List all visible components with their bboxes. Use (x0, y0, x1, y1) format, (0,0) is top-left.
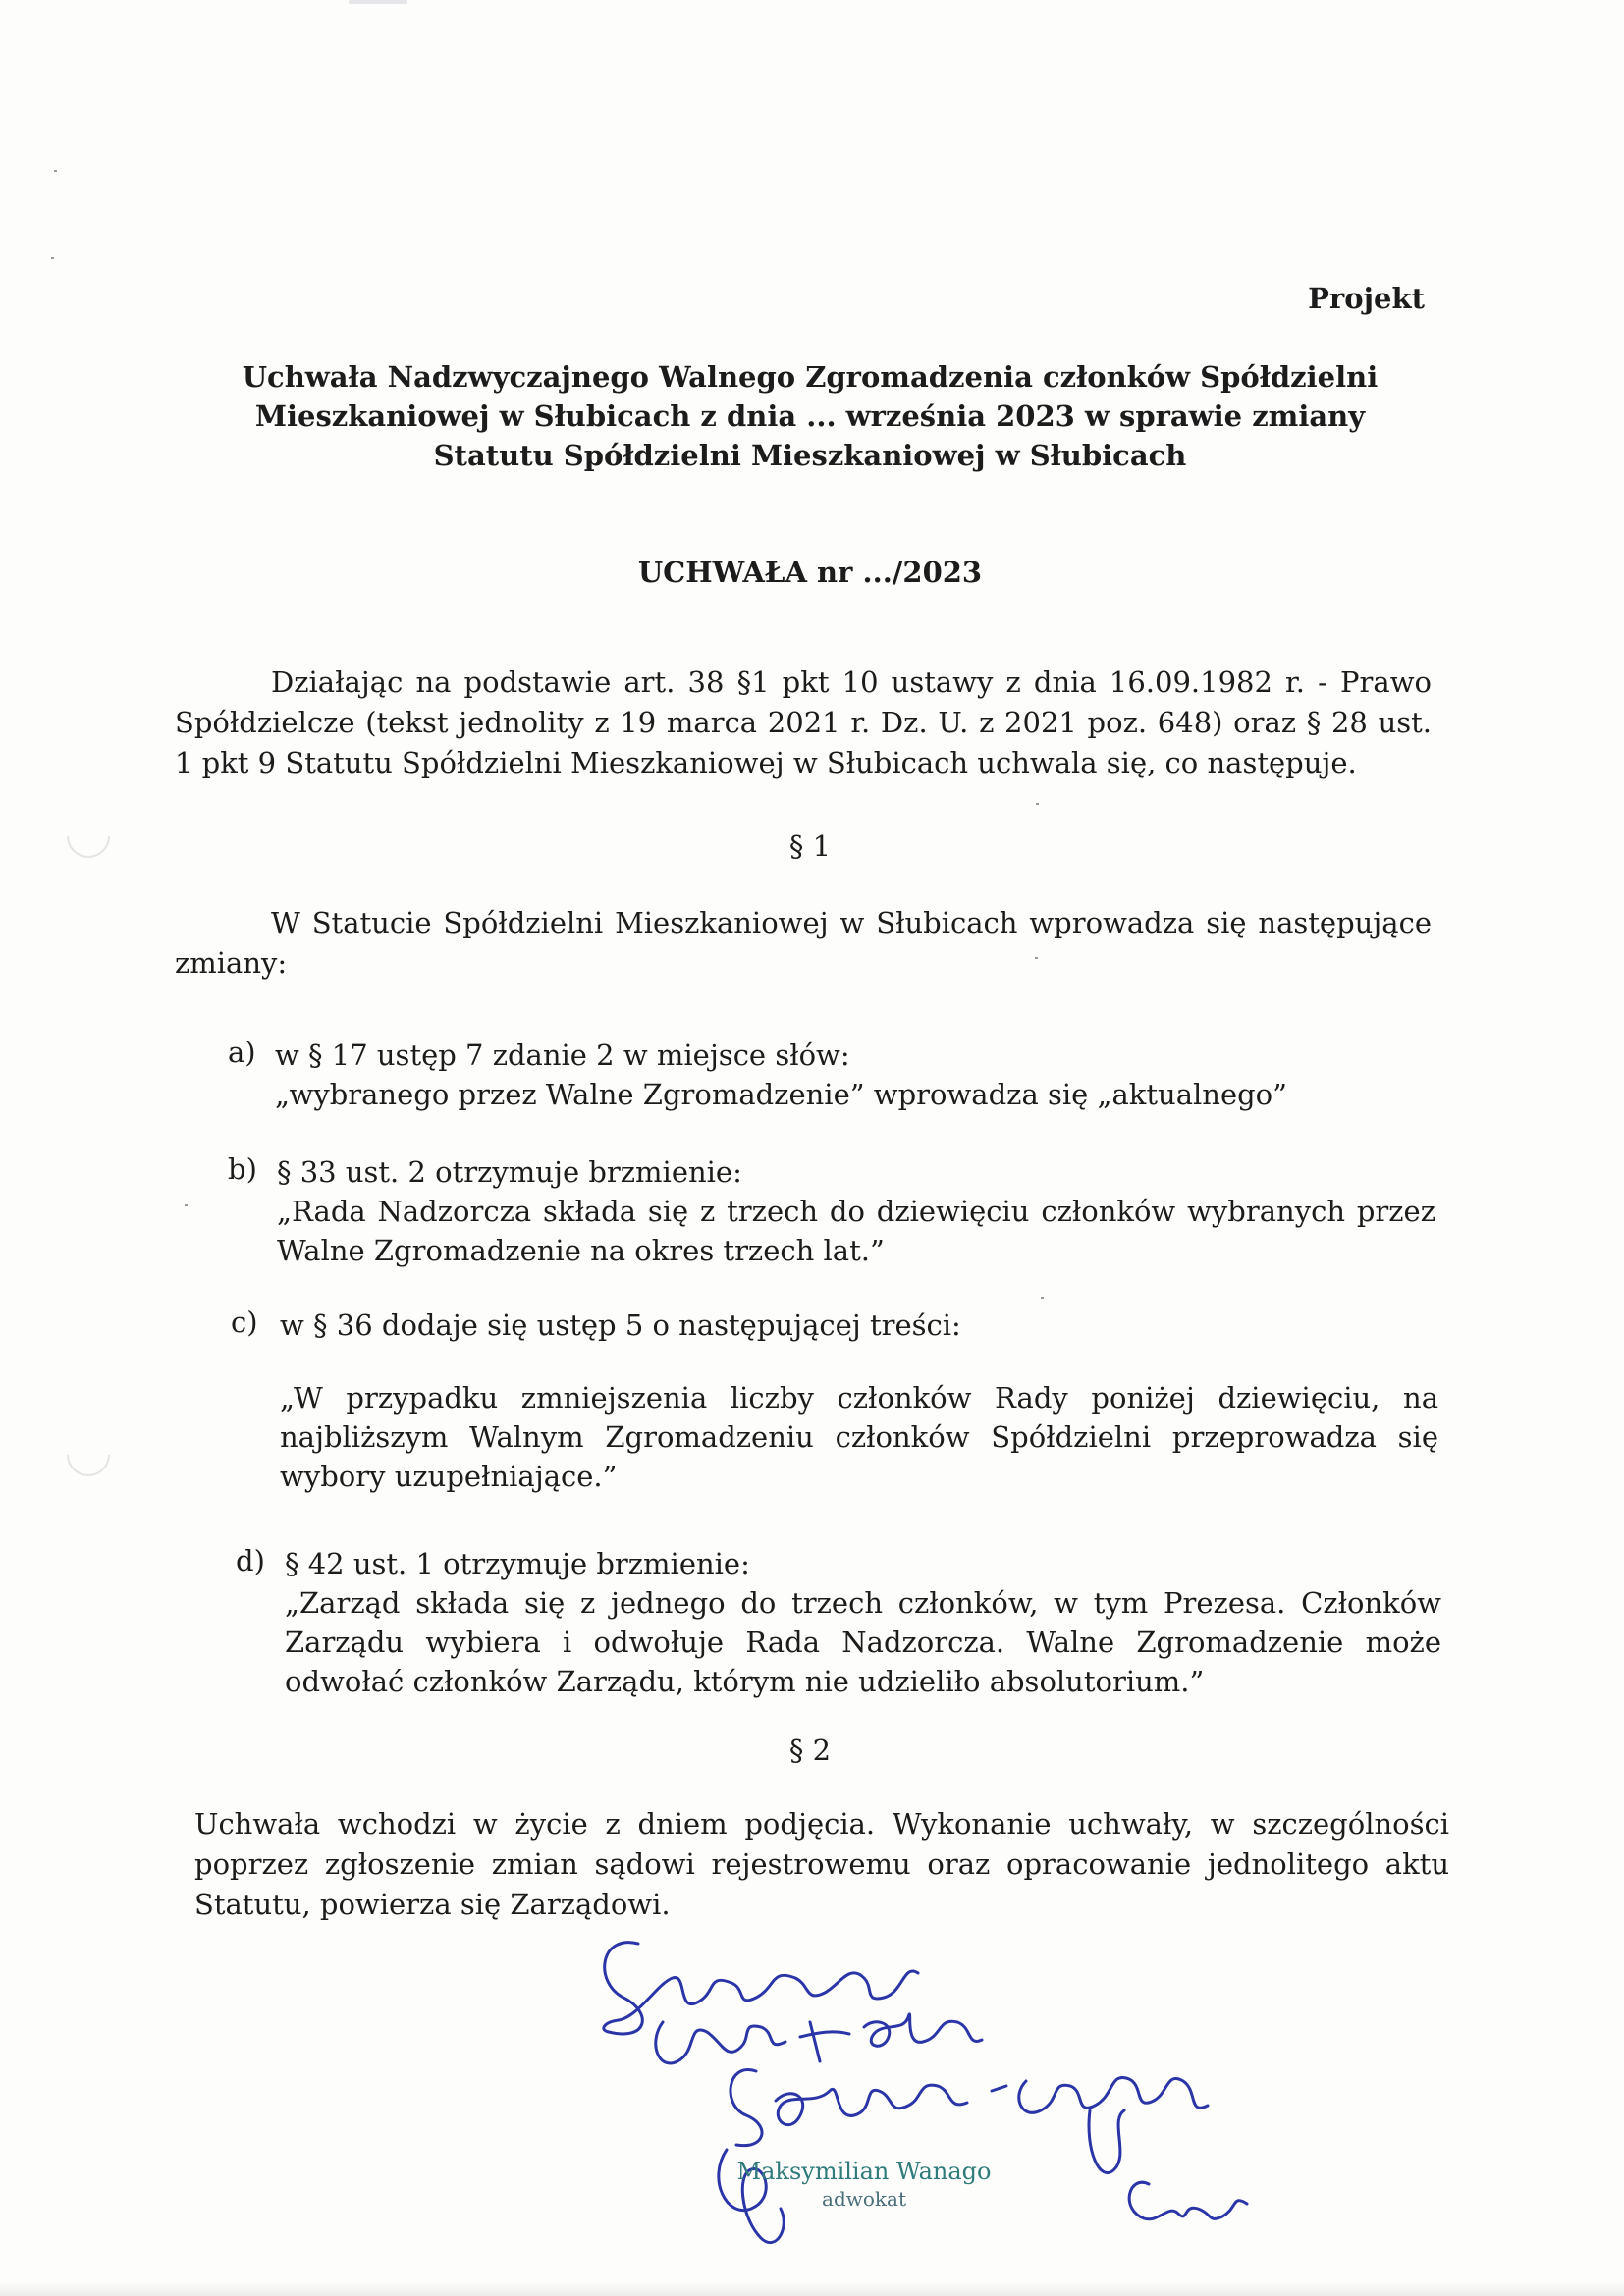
item-c-quote: „W przypadku zmniejszenia liczby członków Rady poniżej dziewięciu, na najbliższym Walnym Zgromadzeniu członków Spółdzielni przeprowadza się wybory uzupełniające.” (280, 1381, 1438, 1493)
item-letter: c) (231, 1306, 258, 1339)
item-a-text (275, 1036, 1434, 1114)
item-d-quote: „Zarząd składa się z jednego do trzech członków, w tym Prezesa. Członków Zarządu wybiera i odwołuje Rada Nadzorcza. Walne Zgromadzenie może odwołać członków Zarządu, którym nie udzieliło absolutorium.” (285, 1586, 1441, 1698)
item-d-text (285, 1544, 1441, 1701)
title-line: Uchwała Nadzwyczajnego Walnego Zgromadzenia członków Spółdzielni (242, 360, 1379, 394)
scan-bottom-edge (0, 2282, 1624, 2296)
scan-artifact (349, 0, 407, 4)
title-line: Statutu Spółdzielni Mieszkaniowej w Słubicach (433, 439, 1187, 472)
item-letter: b) (228, 1152, 257, 1186)
scan-speck (1036, 803, 1039, 805)
item-d-line1: § 42 ust. 1 otrzymuje brzmienie: (285, 1547, 750, 1580)
scan-speck (54, 170, 57, 172)
punch-hole (58, 1424, 119, 1485)
item-letter: a) (228, 1036, 256, 1069)
item-b-quote: „Rada Nadzorcza składa się z trzech do dziewięciu członków wybranych przez Walne Zgromadzenie na okres trzech lat.” (277, 1195, 1435, 1267)
scan-speck (51, 257, 54, 259)
punch-hole (58, 806, 119, 867)
document-title (196, 357, 1424, 475)
item-a-line1: w § 17 ustęp 7 zdanie 2 w miejsce słów: (275, 1039, 850, 1072)
section-1-intro: W Statucie Spółdzielni Mieszkaniowej w Słubicach wprowadza się następujące zmiany: (175, 906, 1432, 980)
item-b-text (277, 1152, 1435, 1270)
item-letter: d) (236, 1544, 265, 1577)
resolution-number: UCHWAŁA nr .../2023 (637, 556, 983, 589)
stamp-role: adwokat (822, 2187, 906, 2211)
section-1-heading: § 1 (788, 829, 832, 863)
section-2-heading: § 2 (788, 1734, 832, 1767)
scan-speck (1041, 1297, 1044, 1299)
item-a-line2: „wybranego przez Walne Zgromadzenie” wprowadza się „aktualnego” (275, 1078, 1287, 1111)
item-c-line1: w § 36 dodaje się ustęp 5 o następującej treści: (280, 1308, 961, 1342)
item-b-line1: § 33 ust. 2 otrzymuje brzmienie: (277, 1155, 742, 1189)
draft-label: Projekt (1308, 282, 1425, 315)
lawyer-stamp (736, 2158, 992, 2213)
title-line: Mieszkaniowej w Słubicach z dnia ... września 2023 w sprawie zmiany (254, 400, 1366, 433)
preamble-paragraph: Działając na podstawie art. 38 §1 pkt 10 ustawy z dnia 16.09.1982 r. - Prawo Spółdzielcze (tekst jednolity z 19 marca 2021 r. Dz. U. z 2021 poz. 648) oraz § 28 ust. 1 pkt 9 Statutu Spółdzielni Mieszkaniowej w Słubicach uchwala się, co następuje. (175, 666, 1432, 779)
item-c-text (280, 1306, 1438, 1496)
section-2-text: Uchwała wchodzi w życie z dniem podjęcia. Wykonanie uchwały, w szczególności poprzez zgłoszenie zmian sądowi rejestrowemu oraz opracowanie jednolitego aktu Statutu, powierza się Zarządowi. (194, 1807, 1449, 1921)
scan-speck (185, 1204, 188, 1206)
stamp-name: Maksymilian Wanago (736, 2158, 992, 2185)
